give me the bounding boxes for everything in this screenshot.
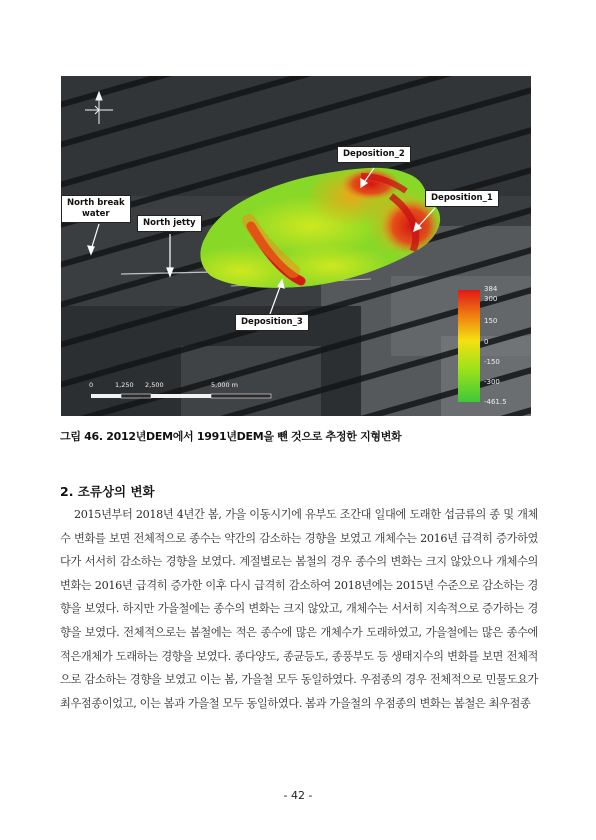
- figure-caption: 그림 46. 2012년DEM에서 1991년DEM을 뺀 것으로 추정한 지형변화: [60, 430, 402, 443]
- body-paragraph: 2015년부터 2018년 4년간 봄, 가을 이동시기에 유부도 조간대 일대에 도래한 섭금류의 종 및 개체수 변화를 보면 전체적으로 종수는 약간의 감소하는 경향을 보였고 개체수는 2016년 급격히 증가하였다가 서서히 감소하는 경향을 보였다. 계절별로는 봄철의 경우 종수의 변화는 크지 않았으나 개체수의 변화는 2016년 급격히 증가한 이후 다시 급격히 감소하여 2018년에는 2015년 수준으로 감소하는 경향을 보였다. 하지만 가을철에는 종수의 변화는 크지 않았고, 개체수는 서서히 지속적으로 증가하는 경향을 보였다. 전체적으로는 봄철에는 적은 종수에 많은 개체수가 도래하였고, 가을철에는 많은 종수에 적은개체가 도래하는 경향을 보였다. 종다양도, 종균등도, 종풍부도 등 생태지수의 변화를 보면 전체적으로 감소하는 경향을 보였고 이는 봄, 가을철 모두 동일하였다. 우점종의 경우 전체적으로 민물도요가 최우점종이었고, 이는 봄과 가을철 모두 동일하였다. 봄과 가을철의 우점종의 변화는 봄철은 최우점종: [60, 508, 538, 710]
- legend-value: 300: [484, 295, 498, 303]
- deposition-2-label: Deposition_2: [337, 146, 411, 163]
- deposition-1-label: Deposition_1: [425, 190, 499, 207]
- legend-value: -461.5: [484, 398, 507, 406]
- legend-value: -150: [484, 358, 500, 366]
- section-heading: 2. 조류상의 변화: [60, 484, 155, 499]
- legend-color-bar: [458, 290, 480, 402]
- scale-tick: 2,500: [145, 381, 164, 389]
- legend-value: -300: [484, 378, 500, 386]
- deposition-3-label: Deposition_3: [235, 314, 309, 331]
- scale-tick: 1,250: [115, 381, 134, 389]
- scale-tick: 0: [89, 381, 94, 389]
- north-jetty-label: North jetty: [137, 215, 202, 232]
- legend-value: 384: [484, 285, 498, 293]
- scale-bar: [91, 394, 271, 398]
- map-image: [61, 76, 531, 416]
- north-break-water-label: North break water: [61, 195, 131, 223]
- scale-tick: 5,000 m: [211, 381, 239, 389]
- terrain-change-map: [61, 76, 531, 416]
- legend-value: 150: [484, 317, 498, 325]
- legend-value: 0: [484, 338, 489, 346]
- page-number: - 42 -: [283, 789, 313, 802]
